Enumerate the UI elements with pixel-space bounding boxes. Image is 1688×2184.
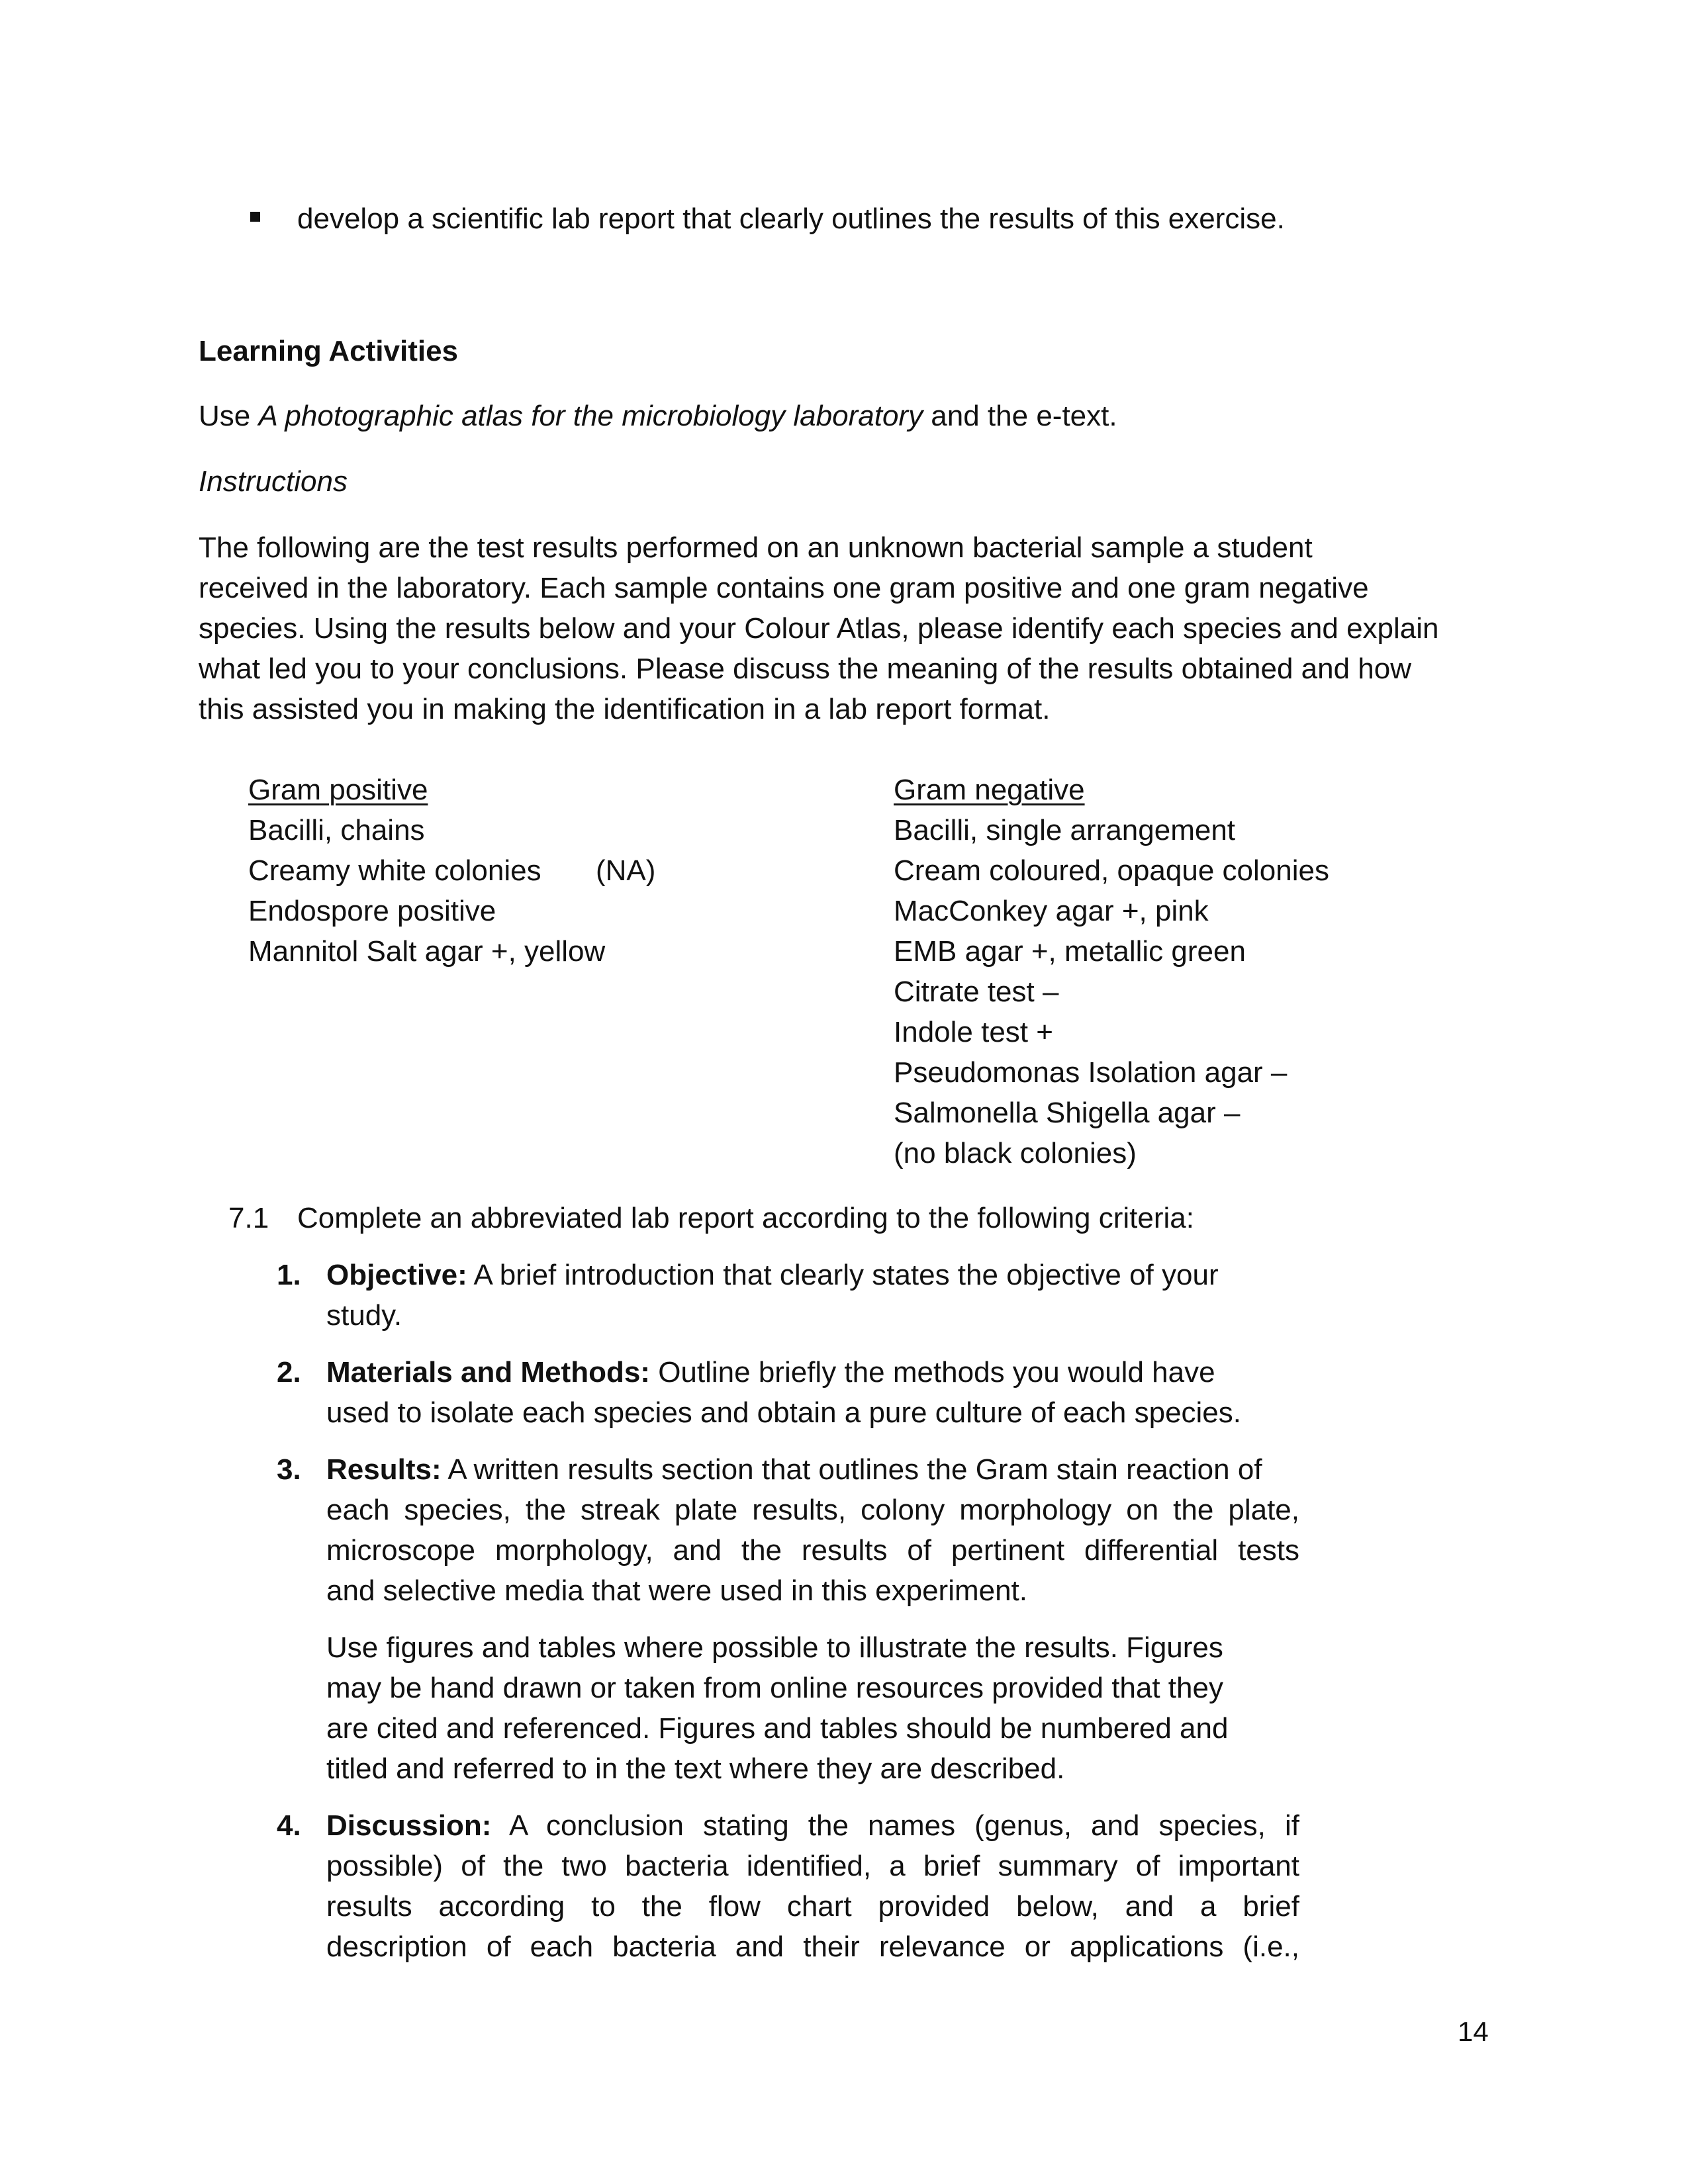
paragraph-line: The following are the test results performed on an unknown bacterial sample a student [199,531,1313,564]
gram-positive-note: (NA) [596,854,656,887]
gram-positive-header: Gram positive [248,774,428,806]
gram-negative-item: Bacilli, single arrangement [894,814,1236,846]
atlas-title: A photographic atlas for the microbiology laboratory [258,400,923,432]
gram-positive-item: Mannitol Salt agar +, yellow [248,935,606,968]
square-bullet-icon [250,212,260,222]
criterion-text: Outline briefly the methods you would have [649,1356,1215,1388]
paragraph-line: received in the laboratory. Each sample contains one gram positive and one gram negative [199,572,1369,604]
criterion-number: 3. [277,1453,301,1486]
criterion-label: Results: [326,1453,442,1486]
task-text: Complete an abbreviated lab report according to the following criteria: [297,1202,1194,1234]
page-number: 14 [1458,2016,1489,2047]
gram-negative-header: Gram negative [894,774,1085,806]
criterion-objective [326,1255,1219,1295]
task-number: 7.1 [228,1202,269,1234]
criterion-number: 1. [277,1259,301,1291]
gram-positive-item: Bacilli, chains [248,814,425,846]
criterion-label: Materials and Methods: [326,1356,650,1388]
gram-positive-item: Endospore positive [248,895,496,927]
criterion-text-line: possible) of the two bacteria identified, a brief summary of important [326,1850,1299,1882]
criterion-discussion [326,1805,1299,1846]
gram-negative-item: Cream coloured, opaque colonies [894,854,1329,887]
criterion-number: 4. [277,1809,301,1842]
criterion-materials-methods [326,1352,1215,1392]
gram-negative-item: EMB agar +, metallic green [894,935,1246,968]
criterion-text-line: microscope morphology, and the results of pertinent differential tests [326,1534,1299,1567]
criterion-text: A brief introduction that clearly states the objective of your [467,1259,1219,1291]
criterion-text-line: used to isolate each species and obtain a pure culture of each species. [326,1396,1242,1429]
gram-positive-item: Creamy white colonies [248,854,541,887]
gram-negative-item: Salmonella Shigella agar – [894,1097,1241,1129]
section-heading: Learning Activities [199,335,459,367]
paragraph-line: what led you to your conclusions. Please discuss the meaning of the results obtained and how [199,653,1411,685]
criterion-number: 2. [277,1356,301,1388]
criterion-text-line: each species, the streak plate results, colony morphology on the plate, [326,1494,1299,1526]
instructions-label: Instructions [199,465,348,498]
criterion-text-line: results according to the flow chart provided below, and a brief [326,1890,1299,1923]
gram-negative-item: Indole test + [894,1016,1053,1048]
results-extra-line: may be hand drawn or taken from online resources provided that they [326,1672,1223,1704]
results-extra-line: titled and referred to in the text where they are described. [326,1752,1065,1785]
results-extra-line: are cited and referenced. Figures and tables should be numbered and [326,1712,1229,1745]
criterion-text-line: description of each bacteria and their relevance or applications (i.e., [326,1931,1299,1963]
criterion-label: Objective: [326,1259,467,1291]
gram-negative-item: Citrate test – [894,976,1059,1008]
gram-negative-item: (no black colonies) [894,1137,1137,1169]
criterion-text-line: study. [326,1299,402,1332]
bullet-item-text: develop a scientific lab report that clearly outlines the results of this exercise. [297,203,1285,235]
use-line-suffix: and the e-text. [923,400,1117,432]
results-extra-line: Use figures and tables where possible to illustrate the results. Figures [326,1631,1223,1664]
gram-negative-item: Pseudomonas Isolation agar – [894,1056,1288,1089]
use-line [199,396,1117,436]
use-line-prefix: Use [199,400,259,432]
criterion-text: A written results section that outlines the Gram stain reaction of [441,1453,1262,1486]
criterion-results [326,1449,1262,1490]
criterion-text: A conclusion stating the names (genus, and species, if [491,1809,1299,1842]
criterion-text-line: and selective media that were used in this experiment. [326,1574,1028,1607]
gram-negative-item: MacConkey agar +, pink [894,895,1209,927]
paragraph-line: species. Using the results below and your Colour Atlas, please identify each species and explain [199,612,1439,645]
paragraph-line: this assisted you in making the identification in a lab report format. [199,693,1051,725]
criterion-label: Discussion: [326,1809,492,1842]
